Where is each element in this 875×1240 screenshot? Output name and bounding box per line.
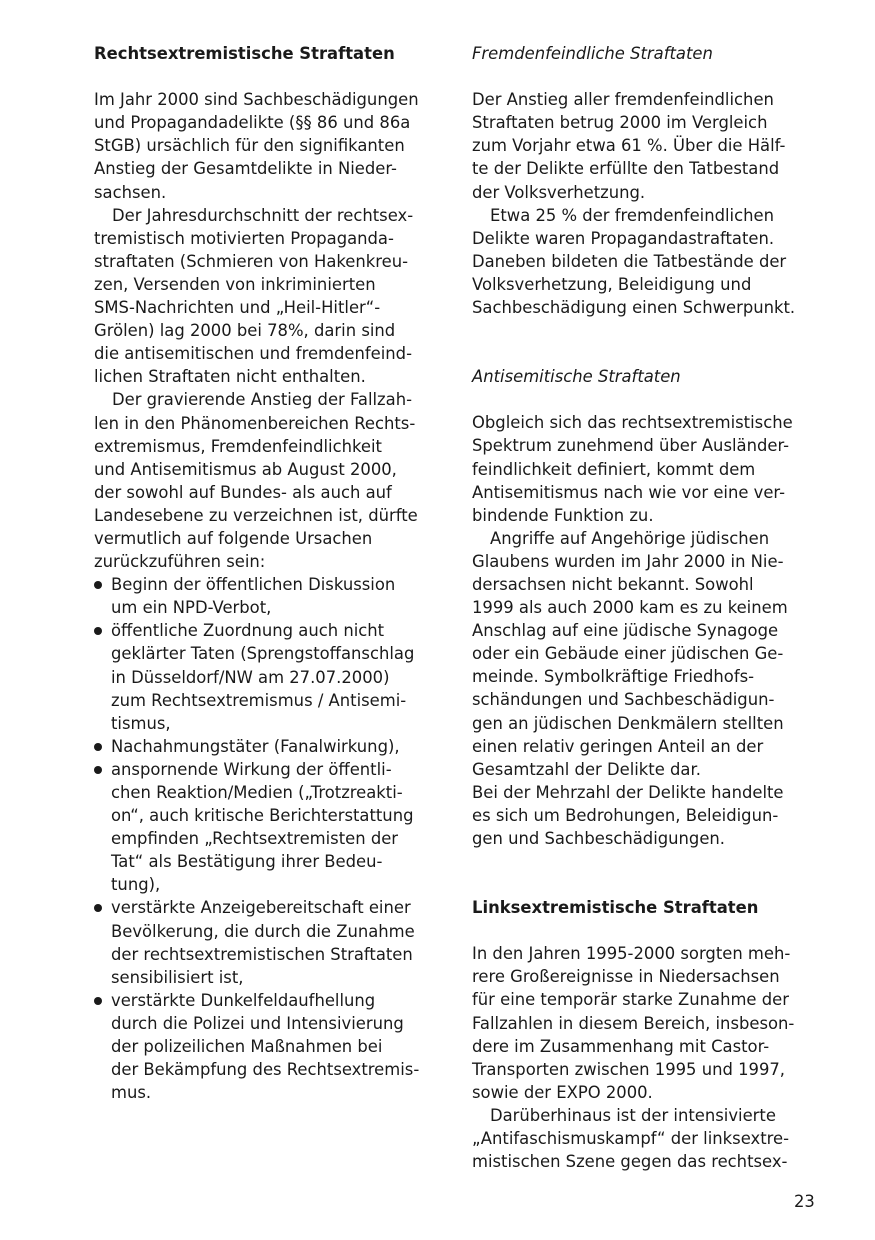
text-line: für eine temporär starke Zunahme der (472, 990, 789, 1010)
text-line: Grölen) lag 2000 bei 78%, darin sind (94, 321, 396, 341)
text-line: Der gravierende Anstieg der Fallzah- (112, 390, 413, 410)
text-line: dere im Zusammenhang mit Castor- (472, 1036, 770, 1056)
text-line: durch die Polizei und Intensivierung (111, 1013, 404, 1033)
text-line: mus. (111, 1083, 152, 1103)
paragraph (472, 527, 817, 781)
section-heading-linksextremistische: Linksextremistische Straftaten (472, 898, 759, 918)
section-heading-fremdenfeindliche: Fremdenfeindliche Straftaten (472, 44, 713, 63)
text-line: dersachsen nicht bekannt. Sowohl (472, 574, 754, 594)
text-line: 1999 als auch 2000 kam es zu keinem (472, 598, 788, 618)
text-line: feindlichkeit definiert, kommt dem (472, 459, 756, 479)
text-line: gen und Sachbeschädigungen. (472, 829, 726, 848)
text-line: Darüberhinaus ist der intensivierte (490, 1105, 776, 1125)
text-line: Straftaten betrug 2000 im Vergleich (472, 113, 768, 133)
text-line: der Bekämpfung des Rechtsextremis- (111, 1060, 420, 1080)
paragraph (472, 781, 817, 850)
text-line: sensibilisiert ist, (111, 967, 244, 987)
text-line: der sowohl auf Bundes- als auch auf (94, 482, 392, 502)
paragraph (472, 88, 817, 203)
text-line: es sich um Bedrohungen, Beleidigun- (472, 805, 779, 825)
text-line: um ein NPD-Verbot, (111, 598, 272, 618)
text-line: on“, auch kritische Berichterstattung (111, 806, 414, 826)
text-line: Tat“ als Bestätigung ihrer Bedeu- (111, 852, 383, 872)
text-line: zen, Versenden von inkriminierten (94, 274, 376, 294)
text-line: Der Anstieg aller fremdenfeindlichen (472, 90, 774, 110)
text-line: Delikte waren Propagandastraftaten. (472, 228, 775, 248)
text-line: in Düsseldorf/NW am 27.07.2000) (111, 667, 390, 687)
text-line: StGB) ursächlich für den signifikanten (94, 136, 405, 156)
text-line: tremistisch motivierten Propaganda- (94, 228, 394, 248)
section-heading-rechtsextremistische: Rechtsextremistische Straftaten (94, 44, 395, 63)
text-line: Volksverhetzung, Beleidigung und (472, 274, 752, 294)
paragraph (94, 88, 444, 203)
text-line: Nachahmungstäter (Fanalwirkung), (111, 736, 400, 756)
text-line: Transporten zwischen 1995 und 1997, (472, 1059, 786, 1079)
text-line: Sachbeschädigung einen Schwerpunkt. (472, 298, 796, 318)
list-item (94, 758, 444, 897)
text-line: und Antisemitismus ab August 2000, (94, 459, 397, 479)
text-line: te der Delikte erfüllte den Tatbestand (472, 159, 780, 179)
text-line: oder ein Gebäude einer jüdischen Ge- (472, 644, 784, 664)
paragraph (94, 388, 444, 573)
text-line: sowie der EXPO 2000. (472, 1082, 653, 1102)
text-line: extremismus, Fremdenfeindlichkeit (94, 436, 382, 456)
text-line: tismus, (111, 713, 171, 733)
section-heading-antisemitische: Antisemitische Straftaten (472, 367, 681, 387)
text-line: Beginn der öffentlichen Diskussion (111, 575, 396, 595)
text-line: sachsen. (94, 182, 167, 202)
text-line: In den Jahren 1995-2000 sorgten meh- (472, 944, 791, 964)
text-line: tung), (111, 875, 161, 895)
page-number: 23 (794, 1192, 815, 1211)
paragraph (472, 411, 817, 526)
text-line: Spektrum zunehmend über Ausländer- (472, 436, 790, 456)
text-line: zum Vorjahr etwa 61 %. Über die Hälf- (472, 136, 786, 156)
text-line: Anstieg der Gesamtdelikte in Nieder- (94, 159, 397, 179)
paragraph (472, 1104, 817, 1173)
text-line: Bei der Mehrzahl der Delikte handelte (472, 782, 784, 802)
paragraph (94, 204, 444, 389)
text-line: chen Reaktion/Medien („Trotzreakti- (111, 783, 403, 802)
text-line: zurückzuführen sein: (94, 552, 266, 572)
text-line: anspornende Wirkung der öffentli- (111, 759, 392, 779)
text-line: Glaubens wurden im Jahr 2000 in Nie- (472, 551, 784, 571)
list-item (94, 573, 444, 619)
text-line: Fallzahlen in diesem Bereich, insbeson- (472, 1013, 795, 1033)
text-line: Antisemitismus nach wie vor eine ver- (472, 482, 786, 502)
list-item (94, 619, 444, 734)
text-line: empfinden „Rechtsextremisten der (111, 829, 399, 849)
text-line: schändungen und Sachbeschädigun- (472, 690, 775, 710)
text-line: straftaten (Schmieren von Hakenkreu- (94, 251, 409, 271)
bullet-icon (94, 766, 102, 774)
list-item (94, 735, 444, 758)
text-line: geklärter Taten (Sprengstoffanschlag (111, 644, 415, 664)
text-line: der rechtsextremistischen Straftaten (111, 944, 413, 964)
paragraph (472, 942, 817, 1104)
text-line: „Antifaschismuskampf“ der linksextre- (472, 1129, 789, 1149)
right-column (472, 42, 817, 1173)
bullet-list (94, 573, 444, 1104)
text-line: gen an jüdischen Denkmälern stellten (472, 713, 784, 733)
text-line: der polizeilichen Maßnahmen bei (111, 1037, 383, 1057)
text-line: Der Jahresdurchschnitt der rechtsex- (112, 205, 414, 225)
paragraph (472, 204, 817, 319)
text-line: öffentliche Zuordnung auch nicht (111, 621, 385, 641)
text-line: Etwa 25 % der fremdenfeindlichen (490, 205, 774, 225)
text-line: meinde. Symbolkräftige Friedhofs- (472, 667, 755, 687)
text-line: Obgleich sich das rechtsextremistische (472, 413, 793, 433)
list-item (94, 989, 444, 1104)
text-line: Anschlag auf eine jüdische Synagoge (472, 621, 779, 641)
text-line: Landesebene zu verzeichnen ist, dürfte (94, 505, 418, 525)
list-item (94, 896, 444, 988)
text-line: SMS-Nachrichten und „Heil-Hitler“- (94, 298, 381, 318)
text-line: einen relativ geringen Anteil an der (472, 736, 764, 756)
text-line: Angriffe auf Angehörige jüdischen (490, 528, 770, 548)
text-line: verstärkte Anzeigebereitschaft einer (111, 898, 411, 918)
text-line: Im Jahr 2000 sind Sachbeschädigungen (94, 90, 419, 110)
text-line: rere Großereignisse in Niedersachsen (472, 967, 780, 987)
text-line: und Propagandadelikte (§§ 86 und 86a (94, 113, 411, 133)
text-line: len in den Phänomenbereichen Rechts- (94, 413, 416, 433)
bullet-icon (94, 743, 102, 751)
text-line: bindende Funktion zu. (472, 505, 654, 525)
text-line: Bevölkerung, die durch die Zunahme (111, 921, 415, 941)
text-line: Gesamtzahl der Delikte dar. (472, 759, 701, 779)
text-line: verstärkte Dunkelfeldaufhellung (111, 990, 376, 1010)
text-line: der Volksverhetzung. (472, 182, 646, 202)
text-line: zum Rechtsextremismus / Antisemi- (111, 690, 407, 710)
text-line: Daneben bildeten die Tatbestände der (472, 251, 787, 271)
bullet-icon (94, 997, 102, 1005)
left-column (94, 42, 444, 1104)
text-line: lichen Straftaten nicht enthalten. (94, 367, 366, 387)
text-line: mistischen Szene gegen das rechtsex- (472, 1152, 788, 1172)
text-line: vermutlich auf folgende Ursachen (94, 528, 373, 548)
text-line: die antisemitischen und fremdenfeind- (94, 344, 412, 364)
